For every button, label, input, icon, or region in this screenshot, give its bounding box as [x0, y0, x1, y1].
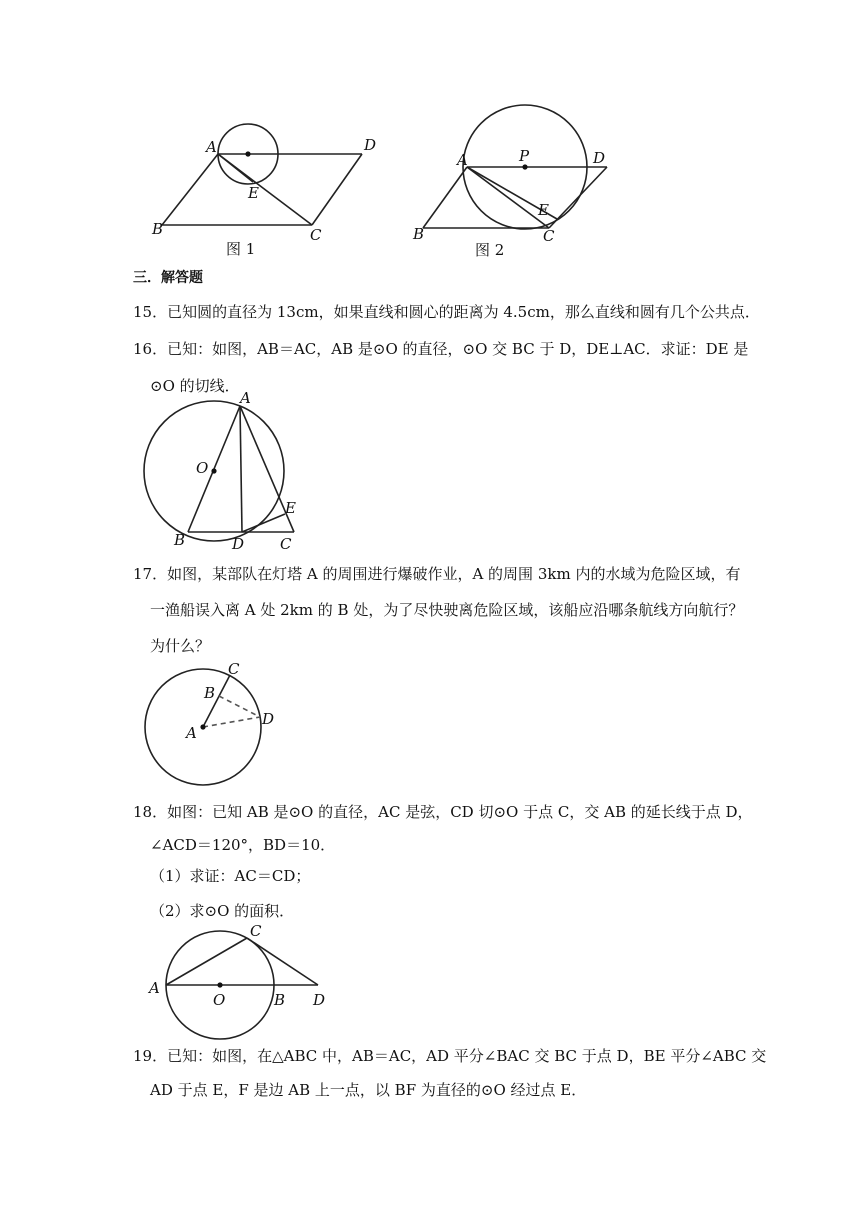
- q17-label-d: D: [262, 710, 275, 728]
- fig1-label-d: D: [364, 136, 377, 154]
- fig1-caption: 图 1: [226, 240, 256, 258]
- fig1-segment-ae: [218, 154, 253, 182]
- q18-chord-ac: [166, 938, 247, 985]
- figure-2-parallelogram: [405, 95, 615, 260]
- fig2-label-c: C: [543, 227, 555, 245]
- fig2-label-e: E: [538, 201, 549, 219]
- fig2-label-a: A: [457, 151, 468, 169]
- section-heading: 三．解答题: [133, 270, 203, 286]
- fig1-center-dot: [245, 151, 250, 156]
- question-18-part-1: （1）求证：AC＝CD；: [150, 867, 311, 885]
- q18-label-c: C: [250, 922, 262, 940]
- q16-label-c: C: [280, 535, 292, 553]
- question-19-line-1: 19．已知：如图，在△ABC 中，AB＝AC，AD 平分∠BAC 交 BC 于点 D，BE 平分∠ABC 交: [133, 1047, 767, 1065]
- q18-center-dot: [217, 982, 222, 987]
- fig1-label-b: B: [152, 220, 164, 238]
- q17-label-a: A: [186, 724, 197, 742]
- fig2-center-dot: [522, 164, 527, 169]
- q17-label-c: C: [228, 660, 240, 678]
- fig2-label-d: D: [593, 149, 606, 167]
- q18-label-b: B: [274, 991, 286, 1009]
- fig1-label-e: E: [248, 184, 259, 202]
- q16-label-e: E: [285, 499, 296, 517]
- fig2-side-dc: [549, 167, 607, 228]
- q16-label-d: D: [232, 535, 245, 553]
- fig2-caption: 图 2: [475, 241, 505, 259]
- fig1-side-ab: [162, 154, 218, 225]
- fig1-label-c: C: [310, 226, 322, 244]
- question-18-line-2: ∠ACD＝120°，BD＝10．: [150, 836, 336, 854]
- fig2-label-p: P: [519, 147, 530, 165]
- q16-label-o: O: [196, 459, 209, 477]
- question-17-line-1: 17．如图，某部队在灯塔 A 的周围进行爆破作业，A 的周围 3km 内的水域为危险区域，有: [133, 565, 741, 583]
- fig2-label-b: B: [413, 225, 425, 243]
- fig2-side-ab: [423, 167, 467, 228]
- fig1-label-a: A: [206, 138, 217, 156]
- figure-q18: [140, 920, 335, 1045]
- q16-segment-de: [242, 514, 285, 532]
- question-18-part-2: （2）求⊙O 的面积．: [150, 902, 295, 920]
- q18-label-o: O: [213, 991, 226, 1009]
- question-17-line-2: 一渔船误入离 A 处 2km 的 B 处，为了尽快驶离危险区域，该船应沿哪条航线方向航行？: [150, 601, 744, 619]
- figure-q17: [140, 660, 285, 785]
- q17-point-a: [200, 724, 205, 729]
- q16-label-b: B: [174, 531, 186, 549]
- question-16-line-1: 16．已知：如图，AB＝AC，AB 是⊙O 的直径，⊙O 交 BC 于 D，DE⊥AC．求证：DE 是: [133, 340, 749, 358]
- figure-1-parallelogram: [140, 100, 380, 265]
- q18-tangent-cd: [247, 938, 318, 985]
- q17-dash-ad: [203, 717, 260, 727]
- q18-label-d: D: [313, 991, 326, 1009]
- question-18-line-1: 18．如图：已知 AB 是⊙O 的直径，AC 是弦，CD 切⊙O 于点 C，交 AB 的延长线于点 D，: [133, 803, 753, 821]
- fig1-side-dc: [312, 154, 362, 225]
- question-19-line-2: AD 于点 E，F 是边 AB 上一点，以 BF 为直径的⊙O 经过点 E．: [150, 1081, 587, 1099]
- question-17-line-3: 为什么？: [150, 637, 211, 655]
- fig2-diagonal-ac: [467, 167, 549, 228]
- figure-q16: [140, 389, 310, 555]
- question-15: 15．已知圆的直径为 13cm，如果直线和圆心的距离为 4.5cm，那么直线和圆有几个公共点．: [133, 303, 760, 321]
- q18-label-a: A: [149, 979, 160, 997]
- question-16-line-2: ⊙O 的切线．: [150, 377, 240, 395]
- q16-segment-ad: [240, 406, 242, 532]
- q17-label-b: B: [204, 684, 216, 702]
- q16-center-dot: [211, 468, 216, 473]
- q16-label-a: A: [240, 389, 251, 407]
